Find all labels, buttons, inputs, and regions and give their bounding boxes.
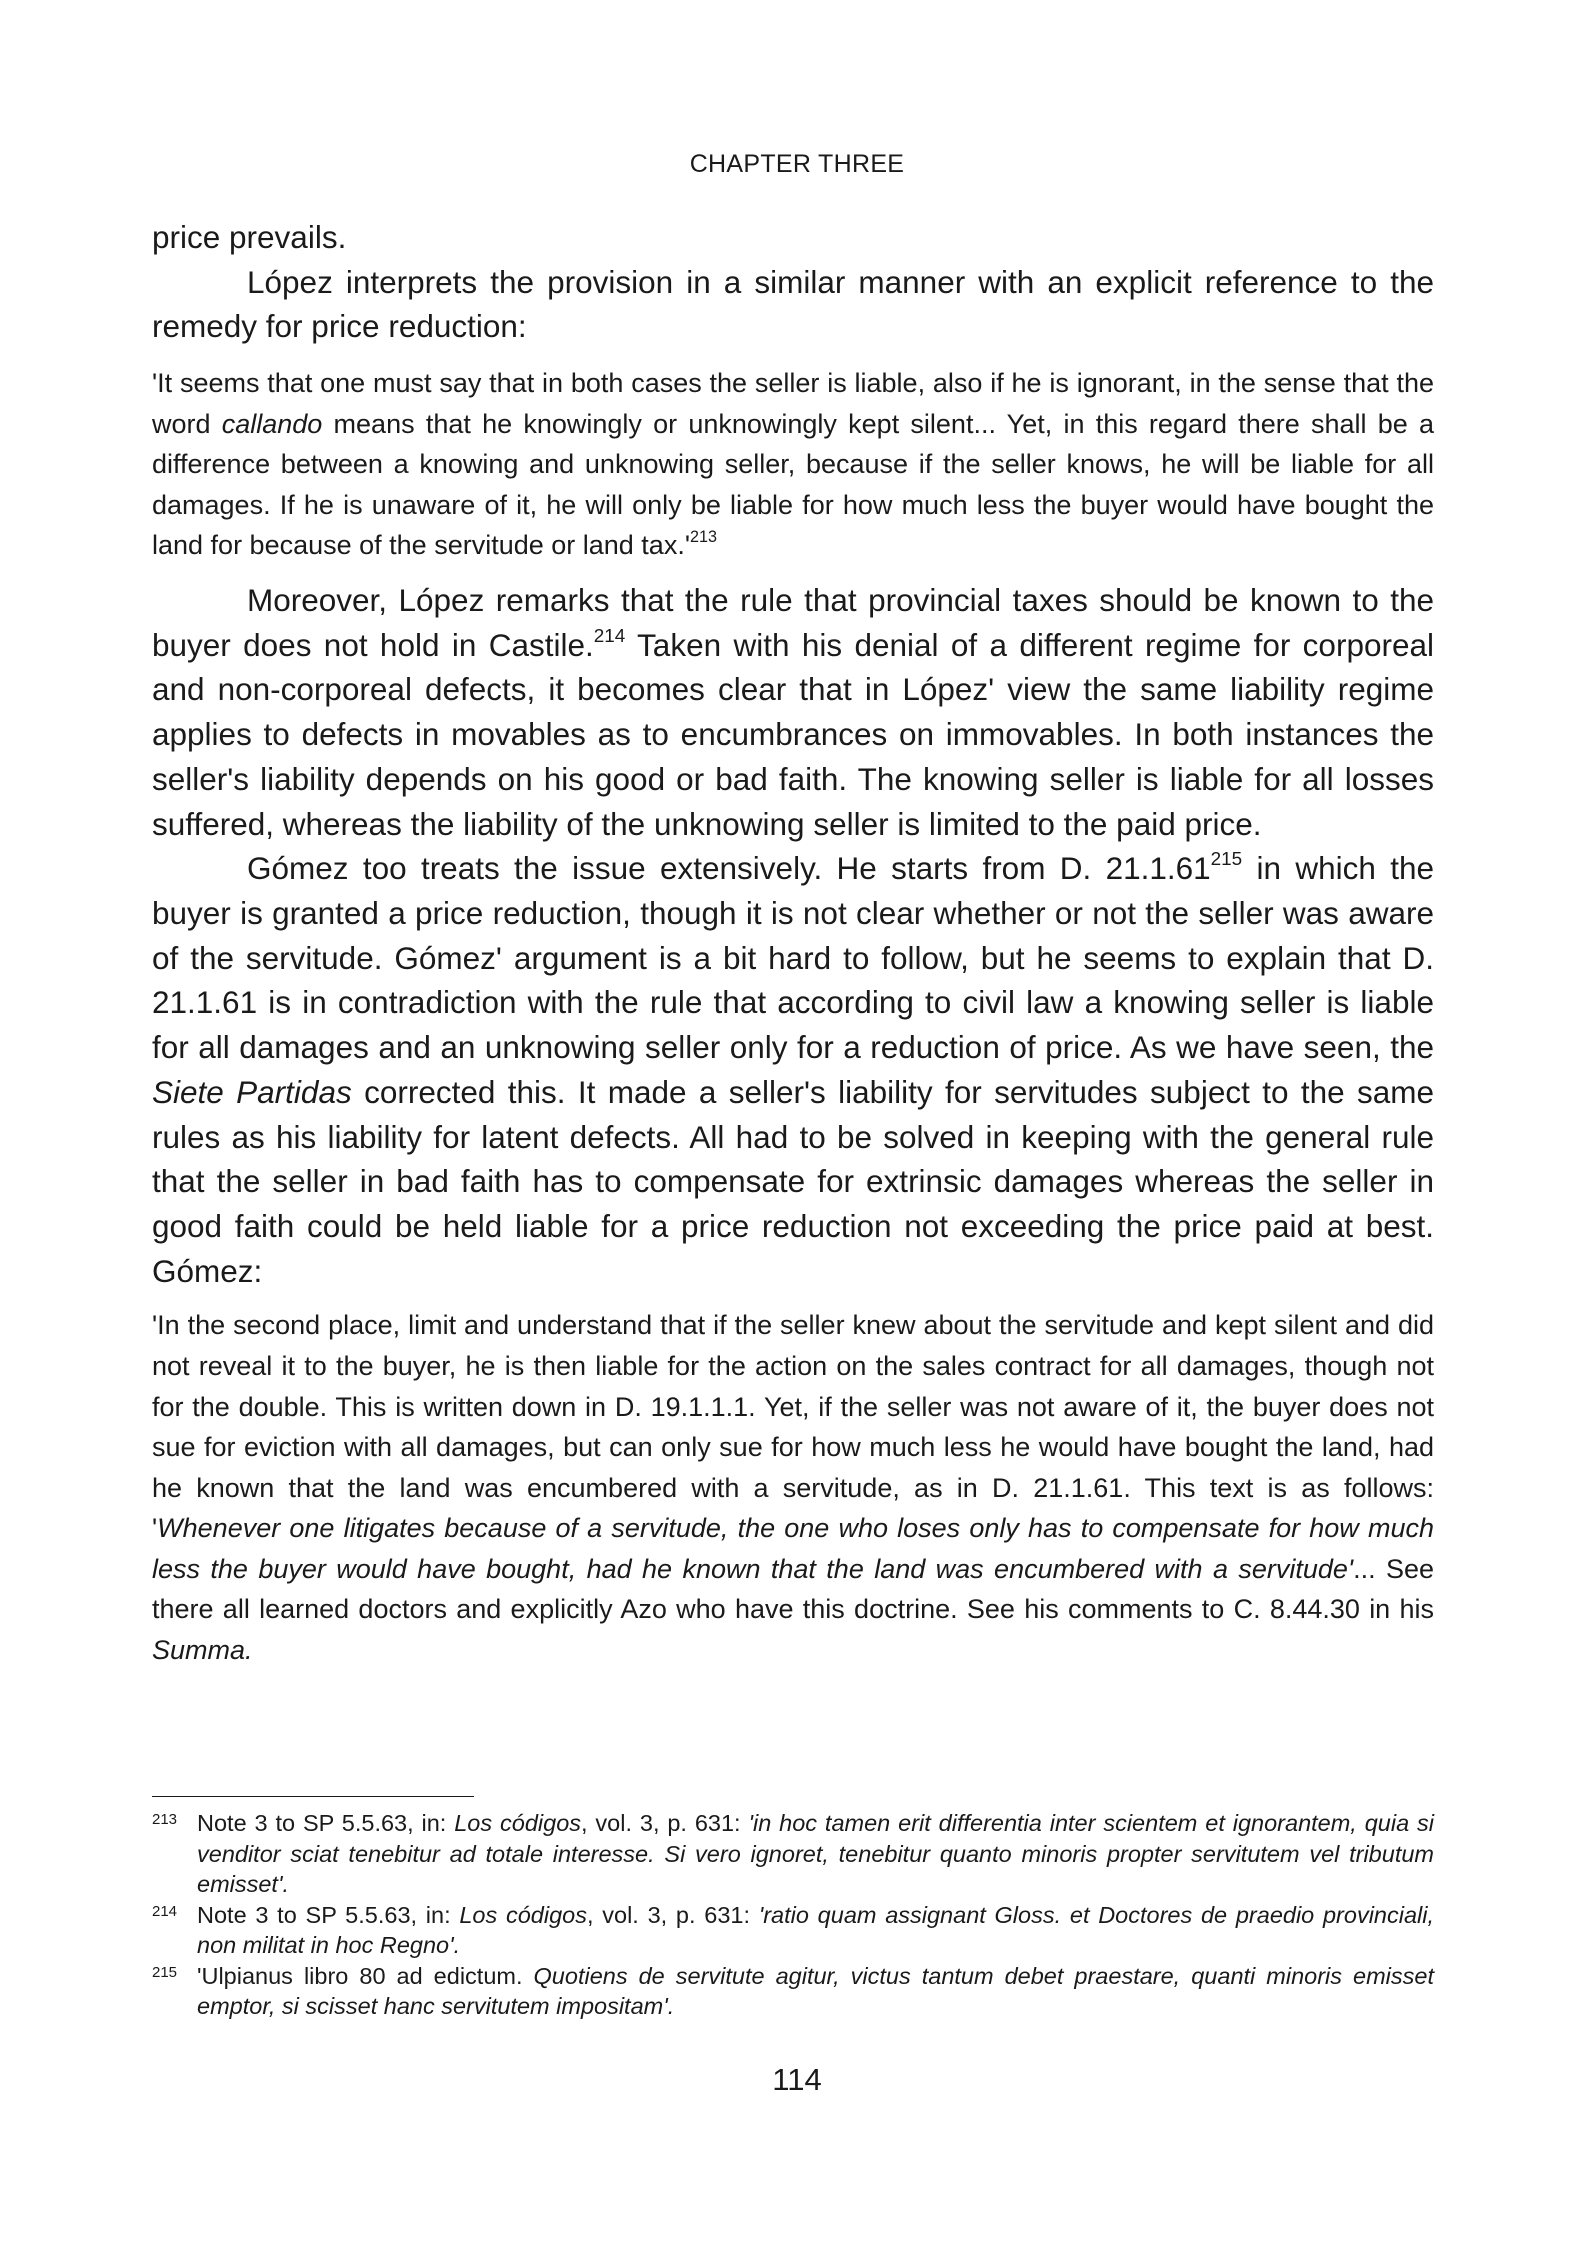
footnote-number: 213: [152, 1811, 178, 1828]
footnote-italic-text: 'in hoc tamen erit differentia inter scientem et ignorantem, quia si venditor sciat tenebitur ad totale interesse. Si vero ignoret, tenebitur quanto minoris propter servitutem vel tributum emisset'.: [197, 1810, 1435, 1897]
paragraph-text: corrected this. It made a seller's liability for servitudes subject to the same rules as his liability for latent defects. All had to be solved in keeping with the general rule that the seller in bad faith has to compensate for extrinsic damages whereas the seller in good faith could be held liable for a price reduction not exceeding the price paid at best. Gómez:: [152, 1073, 1434, 1289]
footnote-text: , vol. 3, p. 631:: [587, 1901, 759, 1928]
paragraph: price prevails.: [152, 219, 347, 255]
footnote-number: 215: [152, 1963, 178, 1981]
footnote-reference: 214: [593, 625, 626, 647]
footnote-italic-text: 'ratio quam assignant Gloss. et Doctores de praedio provinciali, non militat in hoc Regno'.: [197, 1901, 1435, 1958]
paragraph-italic-text: Siete Partidas: [152, 1073, 352, 1110]
footnote-italic-text: Los códigos: [454, 1810, 582, 1836]
main-text: [152, 215, 1434, 1671]
paragraph: [152, 578, 1434, 846]
paragraph-text: Gómez too treats the issue extensively. He starts from D. 21.1.61: [247, 850, 1211, 887]
paragraph-text: Taken with his denial of a different regime for corporeal and non-corporeal defects, it becomes clear that in López' view the same liability regime applies to defects in movables as to encumbrances on immovables. In both instances the seller's liability depends on his good or bad faith. The knowing seller is liable for all losses suffered, whereas the liability of the unknowing seller is limited to the paid price.: [152, 626, 1435, 842]
footnote-separator: [152, 1796, 474, 1797]
footnotes: [152, 1808, 1434, 2022]
footnote-text: , vol. 3, p. 631:: [581, 1810, 749, 1836]
quote-italic-text: Summa.: [152, 1635, 253, 1666]
block-quote: [152, 1305, 1434, 1670]
paragraph: López interprets the provision in a similar manner with an explicit reference to the remedy for price reduction:: [152, 263, 1434, 345]
footnote-text: 'Ulpianus libro 80 ad edictum.: [197, 1962, 534, 1989]
footnote-number: 214: [152, 1902, 178, 1920]
footnote-italic-text: Los códigos: [459, 1901, 587, 1928]
footnote: [152, 1808, 1434, 1900]
quote-text: ... See there all learned doctors and explicitly Azo who have this doctrine. See his comments to C. 8.44.30 in his: [152, 1553, 1434, 1625]
running-header: CHAPTER THREE: [689, 150, 905, 178]
footnote: [152, 1900, 1434, 1961]
footnote-reference: 215: [1210, 849, 1243, 871]
paragraph-text: Moreover, López remarks that the rule that provincial taxes should be known to the buyer does not hold in Castile.: [152, 582, 1434, 663]
quote-text: 'In the second place, limit and understand that if the seller knew about the servitude and kept silent and did not reveal it to the buyer, he is then liable for the action on the sales contract for all damages, though not for the double. This is written down in D. 19.1.1.1. Yet, if the seller was not aware of it, the buyer does not sue for eviction with all damages, but can only sue for how much less he would have bought the land, had he known that the land was encumbered with a servitude, as in D. 21.1.61. This text is as follows: ': [152, 1310, 1434, 1544]
footnote-italic-text: Quotiens de servitute agitur, victus tantum debet praestare, quanti minoris emisset emptor, si scisset hanc servitutem impositam'.: [197, 1962, 1434, 2019]
block-quote: [152, 363, 1434, 566]
quote-italic-text: callando: [221, 408, 323, 439]
footnote-reference: 213: [689, 528, 717, 547]
paragraph-text: in which the buyer is granted a price reduction, though it is not clear whether or not the seller was aware of the servitude. Gómez' argument is a bit hard to follow, but he seems to explain that D. 21.1.61 is in contradiction with the rule that according to civil law a knowing seller is liable for all damages and an unknowing seller only for a reduction of price. As we have seen, the: [152, 850, 1434, 1066]
footnote: [152, 1961, 1434, 2022]
quote-text: 'It seems that one must say that in both cases the seller is liable, also if he is ignorant, in the sense that the word: [152, 368, 1434, 439]
footnote-text: Note 3 to SP 5.5.63, in:: [197, 1901, 460, 1928]
footnote-text: Note 3 to SP 5.5.63, in:: [197, 1810, 455, 1836]
quote-text: means that he knowingly or unknowingly kept silent... Yet, in this regard there shall be a difference between a knowing and unknowing seller, because if the seller knows, he will be liable for all damages. If he is unaware of it, he will only be liable for how much less the buyer would have bought the land for because of the servitude or land tax.': [152, 408, 1434, 561]
paragraph: [152, 846, 1434, 1293]
quote-italic-text: Whenever one litigates because of a servitude, the one who loses only has to compensate for how much less the buyer would have bought, had he known that the land was encumbered with a servitude': [152, 1513, 1434, 1584]
page-number: 114: [772, 2062, 822, 2097]
